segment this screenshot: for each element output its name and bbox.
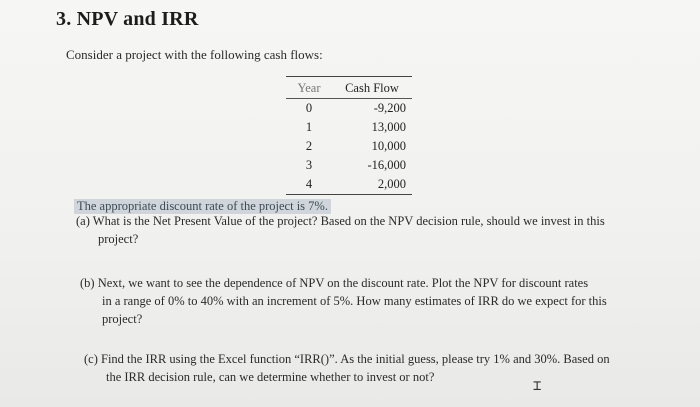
table-row <box>286 175 412 195</box>
question-c-line-2: the IRR decision rule, can we determine whether to invest or not? <box>106 370 435 384</box>
year-column-header: Year <box>286 77 332 99</box>
question-a-line-2: project? <box>98 232 139 246</box>
discount-rate-note: The appropriate discount rate of the project is 7%. <box>74 199 331 214</box>
table-header-row <box>286 77 412 99</box>
section-heading: 3. NPV and IRR <box>56 8 199 30</box>
question-c <box>84 350 644 386</box>
table-row <box>286 99 412 119</box>
question-b-line-1: (b) Next, we want to see the dependence of NPV on the discount rate. Plot the NPV for discount rates <box>80 276 589 290</box>
question-a-line-1: (a) What is the Net Present Value of the project? Based on the NPV decision rule, should we invest in this <box>76 214 605 228</box>
table-row <box>286 156 412 175</box>
year-cell: 2 <box>305 139 313 153</box>
year-cell: 1 <box>305 120 313 134</box>
question-b-line-2: in a range of 0% to 40% with an increment of 5%. How many estimates of IRR do we expect for this <box>102 294 607 308</box>
year-cell: 4 <box>305 177 313 191</box>
table-row <box>286 137 412 156</box>
question-b <box>80 274 640 328</box>
cash-flow-table <box>286 76 412 195</box>
cash-flow-cell: 13,000 <box>371 120 406 134</box>
cash-flow-cell: 10,000 <box>371 139 406 153</box>
question-b-line-3: project? <box>102 312 143 326</box>
cash-flow-column-header: Cash Flow <box>332 77 412 99</box>
intro-text: Consider a project with the following cash flows: <box>66 47 323 62</box>
cash-flow-cell: -16,000 <box>367 158 406 172</box>
year-cell: 0 <box>305 101 313 115</box>
year-cell: 3 <box>305 158 313 172</box>
question-c-line-1: (c) Find the IRR using the Excel function “IRR()”. As the initial guess, please try 1% and 30%. Based on <box>84 352 610 366</box>
cash-flow-cell: 2,000 <box>377 177 406 191</box>
question-a <box>76 212 636 248</box>
table-row <box>286 118 412 137</box>
text-cursor-icon: ⌶ <box>533 378 542 394</box>
cash-flow-cell: -9,200 <box>373 101 406 115</box>
